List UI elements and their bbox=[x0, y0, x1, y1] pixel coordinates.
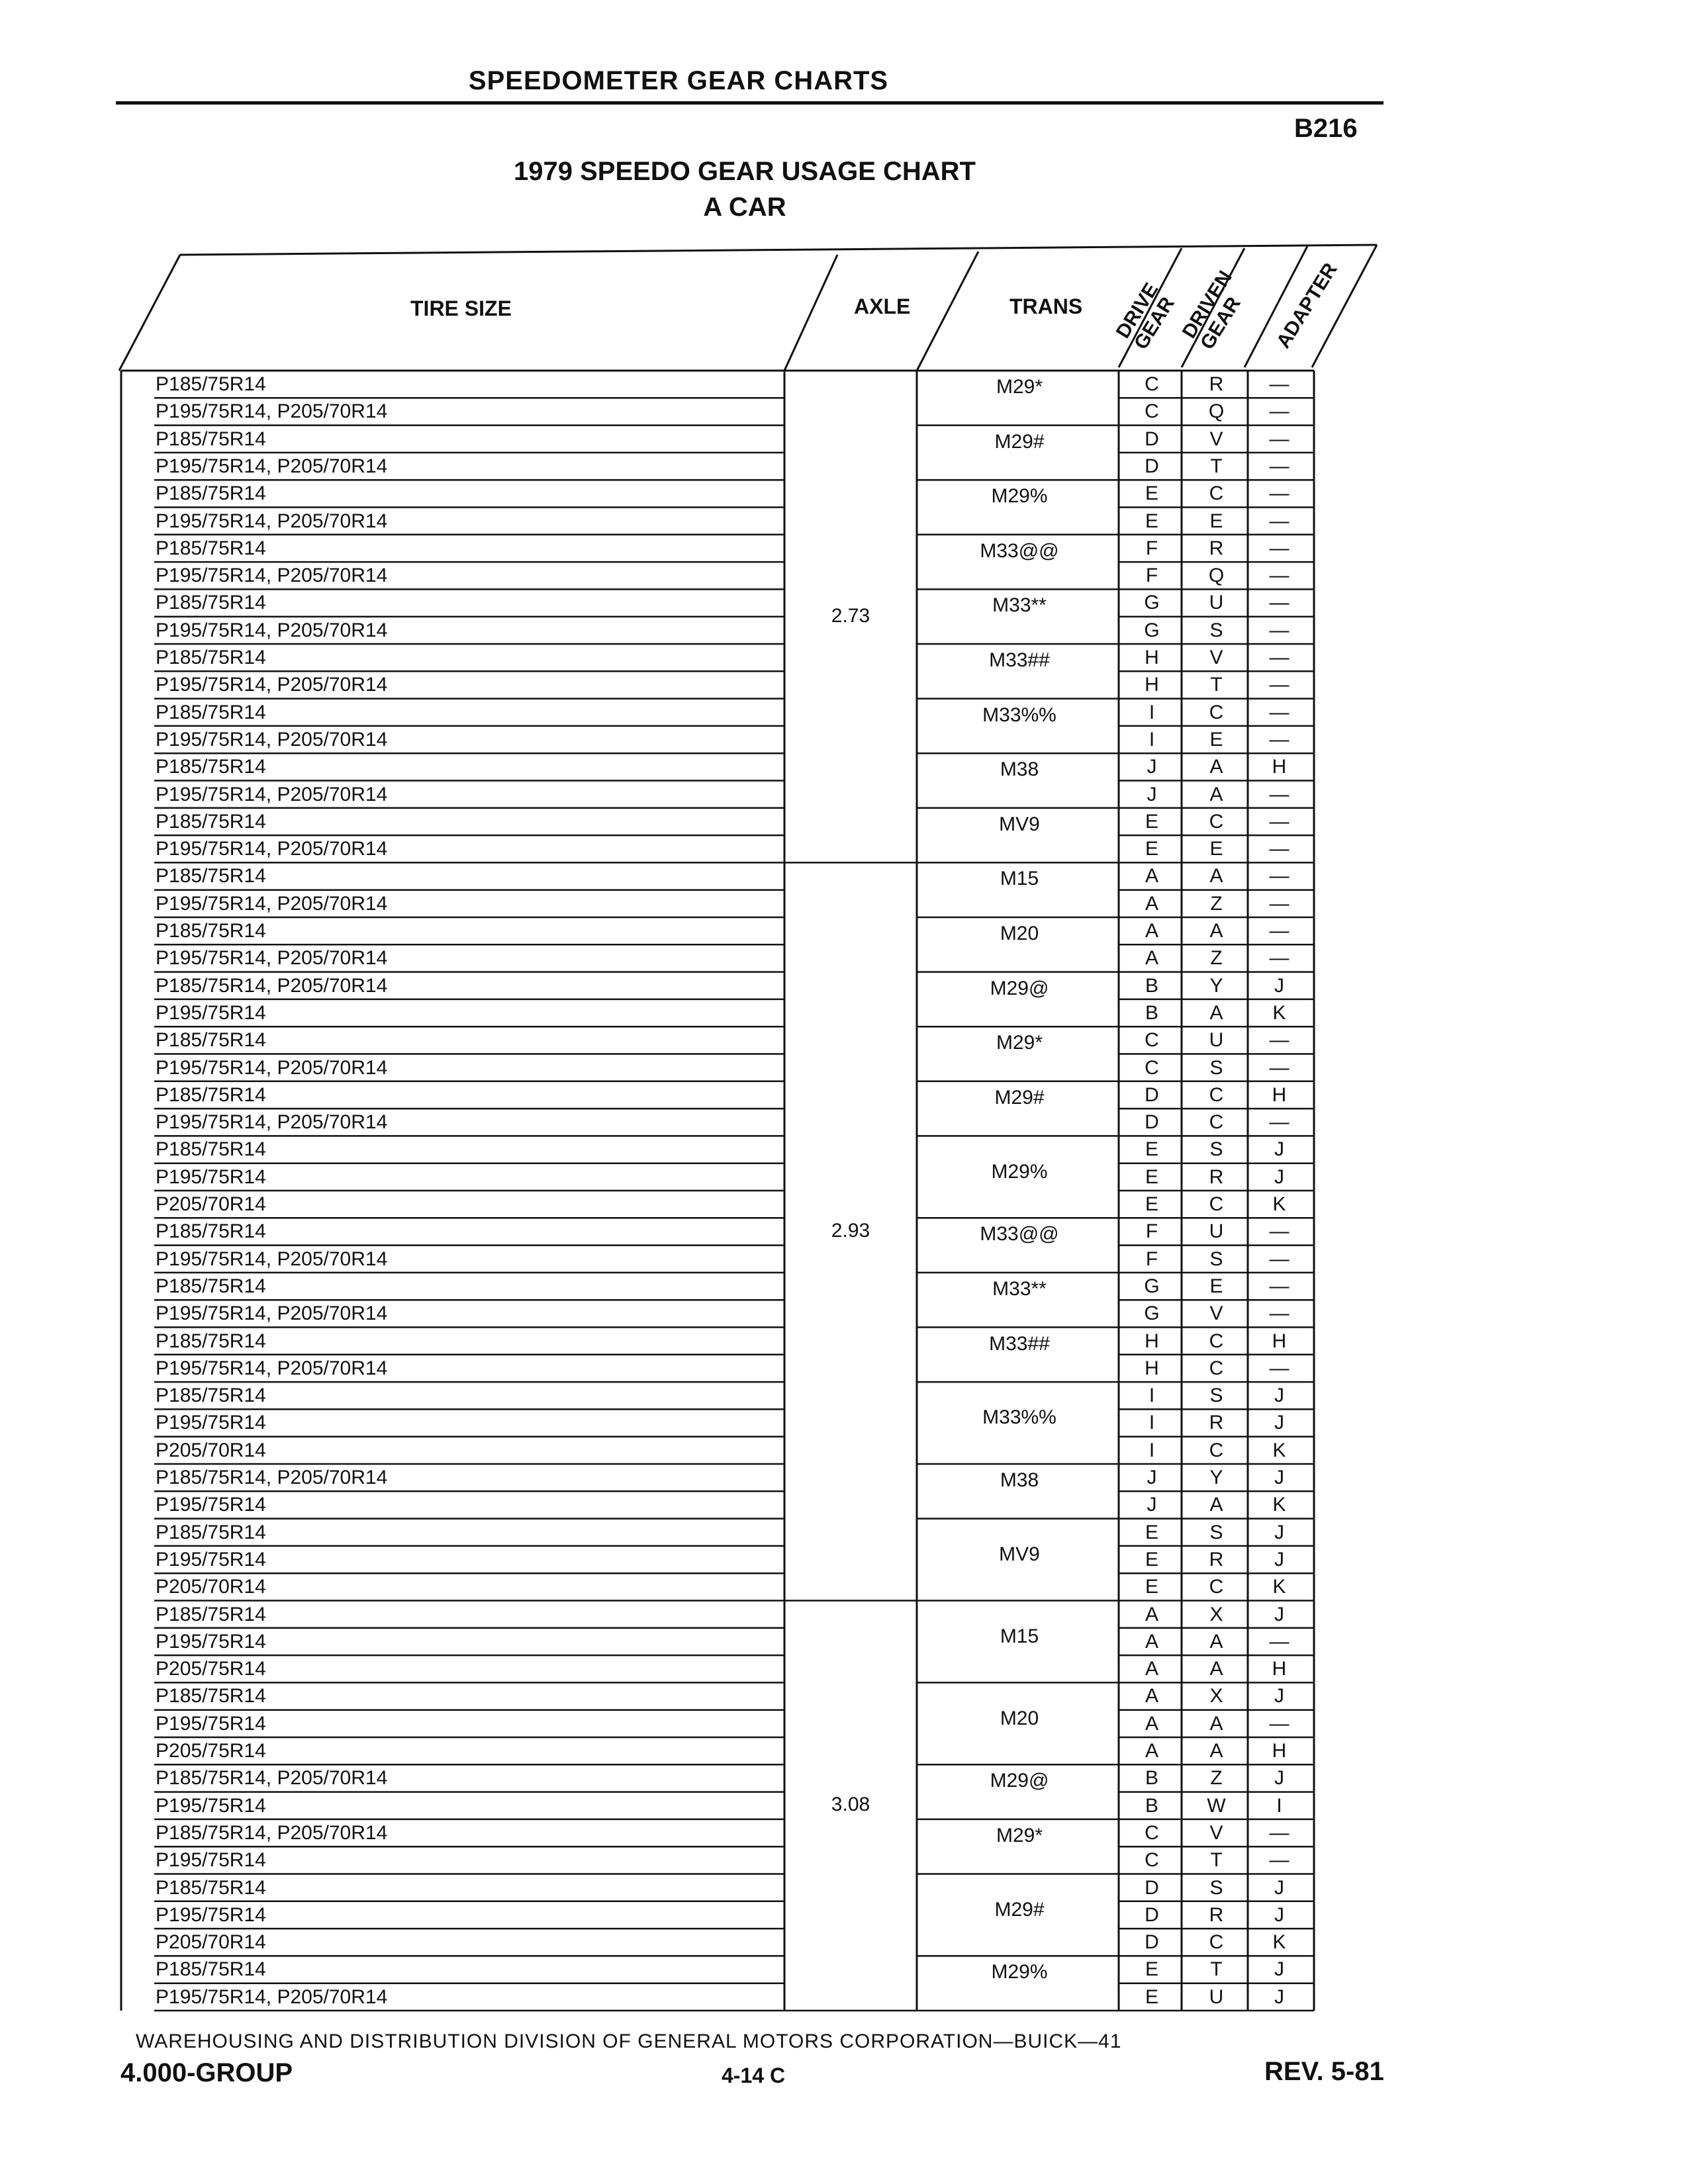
driven-gear-cell: T bbox=[1210, 455, 1223, 477]
trans-cell: M33%% bbox=[982, 1406, 1056, 1429]
driven-gear-cell: A bbox=[1209, 1001, 1223, 1024]
drive-gear-cell: A bbox=[1145, 1658, 1158, 1680]
drive-gear-cell: E bbox=[1145, 1985, 1158, 2008]
adapter-cell: K bbox=[1272, 1193, 1286, 1215]
driven-gear-cell: Z bbox=[1210, 1767, 1223, 1790]
driven-gear-cell: E bbox=[1209, 1275, 1223, 1297]
adapter-cell: J bbox=[1274, 1876, 1284, 1899]
drive-gear-cell: D bbox=[1145, 1876, 1159, 1899]
tire-size-cell: P185/75R14 bbox=[156, 865, 266, 887]
drive-gear-cell: I bbox=[1149, 701, 1155, 723]
axle-ratio-cell: 2.73 bbox=[831, 604, 870, 627]
driven-gear-cell: S bbox=[1209, 619, 1223, 641]
driven-gear-cell: S bbox=[1209, 1248, 1223, 1270]
trans-cell: M38 bbox=[1000, 758, 1039, 781]
adapter-cell: — bbox=[1269, 482, 1289, 505]
driven-gear-cell: Z bbox=[1210, 892, 1223, 915]
tire-size-cell: P195/75R14 bbox=[156, 1494, 266, 1516]
tire-size-cell: P185/75R14 bbox=[156, 920, 266, 942]
adapter-cell: — bbox=[1269, 373, 1289, 395]
tire-size-cell: P195/75R14 bbox=[156, 1849, 266, 1872]
drive-gear-cell: I bbox=[1149, 1385, 1155, 1407]
tire-size-cell: P205/75R14 bbox=[156, 1658, 266, 1680]
tire-size-cell: P195/75R14 bbox=[156, 1712, 266, 1735]
adapter-cell: — bbox=[1269, 892, 1289, 915]
tire-size-cell: P195/75R14, P205/70R14 bbox=[156, 1357, 388, 1379]
drive-gear-cell: G bbox=[1144, 1302, 1160, 1325]
tire-size-cell: P195/75R14, P205/70R14 bbox=[156, 728, 388, 751]
tire-size-cell: P195/75R14, P205/70R14 bbox=[156, 510, 388, 532]
adapter-cell: J bbox=[1274, 1548, 1284, 1570]
tire-size-cell: P185/75R14 bbox=[156, 537, 266, 559]
adapter-cell: J bbox=[1274, 1165, 1284, 1188]
tire-size-cell: P195/75R14, P205/70R14 bbox=[156, 892, 388, 915]
driven-gear-cell: E bbox=[1209, 510, 1223, 532]
adapter-cell: — bbox=[1269, 1275, 1289, 1297]
driven-gear-cell: C bbox=[1209, 701, 1224, 723]
driven-gear-cell: A bbox=[1209, 865, 1223, 887]
adapter-cell: — bbox=[1269, 1056, 1289, 1079]
drive-gear-cell: C bbox=[1145, 400, 1159, 423]
page-code: B216 bbox=[1294, 114, 1358, 143]
driven-gear-cell: R bbox=[1209, 1903, 1224, 1926]
chart-title-line: 1979 SPEEDO GEAR USAGE CHART bbox=[514, 157, 976, 186]
tire-size-cell: P185/75R14 bbox=[156, 1876, 266, 1899]
tire-size-cell: P185/75R14 bbox=[156, 482, 266, 505]
trans-cell: M20 bbox=[1000, 1707, 1039, 1729]
adapter-cell: — bbox=[1269, 565, 1289, 587]
tire-size-cell: P195/75R14, P205/70R14 bbox=[156, 1111, 388, 1134]
adapter-cell: — bbox=[1269, 537, 1289, 559]
drive-gear-cell: C bbox=[1145, 1849, 1159, 1872]
drive-gear-cell: A bbox=[1145, 1685, 1158, 1707]
driven-gear-cell: Z bbox=[1210, 947, 1223, 970]
drive-gear-cell: C bbox=[1145, 1056, 1159, 1079]
tire-size-cell: P195/75R14 bbox=[156, 1412, 266, 1434]
driven-gear-cell: S bbox=[1209, 1876, 1223, 1899]
adapter-cell: J bbox=[1274, 1767, 1284, 1790]
driven-gear-cell: C bbox=[1209, 810, 1224, 833]
driven-gear-cell: V bbox=[1209, 1302, 1223, 1325]
adapter-cell: J bbox=[1274, 1985, 1284, 2008]
drive-gear-cell: G bbox=[1144, 1275, 1160, 1297]
adapter-cell: — bbox=[1269, 865, 1289, 887]
adapter-cell: — bbox=[1269, 1302, 1289, 1325]
tire-size-cell: P185/75R14 bbox=[156, 756, 266, 778]
drive-gear-cell: F bbox=[1145, 1220, 1158, 1243]
tire-size-cell: P185/75R14 bbox=[156, 592, 266, 614]
adapter-cell: H bbox=[1272, 1330, 1287, 1352]
trans-cell: M29@ bbox=[990, 1770, 1049, 1792]
driven-gear-cell: C bbox=[1209, 1576, 1224, 1598]
driven-gear-cell: R bbox=[1209, 373, 1224, 395]
adapter-cell: — bbox=[1269, 1248, 1289, 1270]
trans-cell: M29* bbox=[996, 1032, 1043, 1054]
tire-size-cell: P185/75R14 bbox=[156, 1138, 266, 1161]
tire-size-cell: P195/75R14, P205/70R14 bbox=[156, 1056, 388, 1079]
drive-gear-cell: A bbox=[1145, 947, 1158, 970]
drive-gear-cell: C bbox=[1145, 373, 1159, 395]
revision-label: REV. 5-81 bbox=[1264, 2057, 1384, 2086]
drive-gear-cell: E bbox=[1145, 1165, 1158, 1188]
tire-size-cell: P195/75R14, P205/70R14 bbox=[156, 674, 388, 696]
adapter-cell: — bbox=[1269, 674, 1289, 696]
driven-gear-cell: C bbox=[1209, 1193, 1224, 1215]
driven-gear-cell: A bbox=[1209, 1658, 1223, 1680]
driven-gear-cell: Y bbox=[1209, 974, 1223, 997]
chart-subtitle: A CAR bbox=[703, 193, 786, 222]
adapter-cell: — bbox=[1269, 728, 1289, 751]
trans-cell: M29% bbox=[991, 485, 1048, 508]
drive-gear-cell: I bbox=[1149, 1439, 1155, 1461]
adapter-cell: K bbox=[1272, 1001, 1286, 1024]
adapter-cell: J bbox=[1274, 1903, 1284, 1926]
tire-size-cell: P195/75R14 bbox=[156, 1794, 266, 1817]
trans-cell: M38 bbox=[1000, 1469, 1039, 1491]
tire-size-cell: P195/75R14, P205/70R14 bbox=[156, 1302, 388, 1325]
axle-ratio-cell: 3.08 bbox=[831, 1794, 870, 1816]
driven-gear-cell: C bbox=[1209, 1083, 1224, 1106]
drive-gear-cell: E bbox=[1145, 1138, 1158, 1161]
drive-gear-cell: I bbox=[1149, 1412, 1155, 1434]
trans-cell: MV9 bbox=[999, 1543, 1040, 1565]
footer-division-line: WAREHOUSING AND DISTRIBUTION DIVISION OF GENERAL MOTORS CORPORATION—BUICK—41 bbox=[136, 2030, 1122, 2052]
driven-gear-cell: S bbox=[1209, 1056, 1223, 1079]
adapter-cell: H bbox=[1272, 756, 1287, 778]
adapter-cell: — bbox=[1269, 428, 1289, 450]
trans-cell: M20 bbox=[1000, 923, 1039, 944]
driven-gear-cell: X bbox=[1209, 1685, 1223, 1707]
driven-gear-cell: C bbox=[1209, 1439, 1224, 1461]
adapter-cell: — bbox=[1269, 783, 1289, 805]
drive-gear-cell: H bbox=[1145, 674, 1159, 696]
adapter-cell: — bbox=[1269, 510, 1289, 532]
tire-size-cell: P185/75R14 bbox=[156, 1330, 266, 1352]
driven-gear-cell: X bbox=[1209, 1603, 1223, 1625]
adapter-cell: — bbox=[1269, 619, 1289, 641]
driven-gear-cell: E bbox=[1209, 838, 1223, 860]
tire-size-cell: P185/75R14, P205/70R14 bbox=[156, 1767, 388, 1790]
adapter-cell: H bbox=[1272, 1740, 1287, 1762]
driven-gear-cell: S bbox=[1209, 1385, 1223, 1407]
driven-gear-cell: T bbox=[1210, 1849, 1223, 1872]
driven-gear-cell: R bbox=[1209, 537, 1224, 559]
adapter-cell: K bbox=[1272, 1931, 1286, 1954]
trans-cell: M33@@ bbox=[980, 539, 1059, 562]
drive-gear-cell: G bbox=[1144, 619, 1160, 641]
tire-size-cell: P185/75R14 bbox=[156, 373, 266, 395]
drive-gear-cell: A bbox=[1145, 892, 1158, 915]
driven-gear-column-header: DRIVEN GEAR bbox=[1178, 267, 1245, 353]
drive-gear-cell: C bbox=[1145, 1029, 1159, 1052]
adapter-cell: — bbox=[1269, 1630, 1289, 1653]
adapter-cell: — bbox=[1269, 455, 1289, 477]
tire-size-cell: P195/75R14 bbox=[156, 1001, 266, 1024]
trans-cell: MV9 bbox=[999, 813, 1040, 835]
tire-size-cell: P185/75R14 bbox=[156, 810, 266, 833]
driven-gear-cell: Y bbox=[1209, 1467, 1223, 1488]
driven-gear-cell: U bbox=[1209, 1220, 1224, 1243]
driven-gear-cell: C bbox=[1209, 1357, 1224, 1379]
trans-cell: M33## bbox=[989, 1332, 1050, 1355]
tire-size-cell: P185/75R14 bbox=[156, 701, 266, 723]
tire-size-cell: P205/70R14 bbox=[156, 1931, 266, 1954]
drive-gear-cell: F bbox=[1145, 1248, 1158, 1270]
adapter-cell: J bbox=[1274, 1603, 1284, 1625]
tire-size-cell: P185/75R14 bbox=[156, 1220, 266, 1243]
adapter-cell: — bbox=[1269, 1712, 1289, 1735]
adapter-column-header: ADAPTER bbox=[1272, 259, 1342, 352]
drive-gear-cell: E bbox=[1145, 482, 1158, 505]
drive-gear-cell: B bbox=[1145, 1794, 1158, 1817]
drive-gear-cell: D bbox=[1145, 428, 1159, 450]
drive-gear-column-header: DRIVE GEAR bbox=[1111, 279, 1179, 353]
drive-gear-cell: H bbox=[1145, 647, 1159, 668]
driven-gear-cell: V bbox=[1209, 647, 1223, 668]
trans-cell: M33** bbox=[992, 1277, 1047, 1300]
drive-gear-cell: A bbox=[1145, 1740, 1158, 1762]
drive-gear-cell: H bbox=[1145, 1330, 1159, 1352]
drive-gear-cell: E bbox=[1145, 810, 1158, 833]
tire-size-cell: P185/75R14 bbox=[156, 1958, 266, 1981]
trans-cell: M29@ bbox=[990, 977, 1049, 999]
adapter-cell: K bbox=[1272, 1576, 1286, 1598]
drive-gear-cell: H bbox=[1145, 1357, 1159, 1379]
adapter-cell: J bbox=[1274, 974, 1284, 997]
driven-gear-cell: R bbox=[1209, 1412, 1224, 1434]
drive-gear-cell: E bbox=[1145, 1193, 1158, 1215]
drive-gear-cell: J bbox=[1147, 1467, 1157, 1488]
tire-size-cell: P195/75R14, P205/70R14 bbox=[156, 947, 388, 970]
trans-cell: M29% bbox=[991, 1961, 1048, 1983]
tire-size-cell: P185/75R14 bbox=[156, 1521, 266, 1543]
adapter-cell: — bbox=[1269, 920, 1289, 942]
tire-size-cell: P195/75R14, P205/70R14 bbox=[156, 400, 388, 423]
tire-size-cell: P185/75R14 bbox=[156, 1029, 266, 1052]
adapter-cell: K bbox=[1272, 1439, 1286, 1461]
drive-gear-cell: E bbox=[1145, 1521, 1158, 1543]
adapter-cell: — bbox=[1269, 1029, 1289, 1052]
adapter-cell: — bbox=[1269, 400, 1289, 423]
driven-gear-cell: A bbox=[1209, 920, 1223, 942]
tire-size-cell: P195/75R14 bbox=[156, 1165, 266, 1188]
driven-gear-cell: A bbox=[1209, 1630, 1223, 1653]
drive-gear-cell: B bbox=[1145, 1767, 1158, 1790]
drive-gear-cell: C bbox=[1145, 1821, 1159, 1844]
axle-column-header: AXLE bbox=[854, 295, 911, 318]
trans-cell: M33%% bbox=[982, 704, 1056, 726]
group-label: 4.000-GROUP bbox=[120, 2058, 293, 2087]
driven-gear-cell: A bbox=[1209, 1494, 1223, 1516]
page-number: 4-14 C bbox=[722, 2064, 786, 2087]
tire-size-cell: P195/75R14, P205/70R14 bbox=[156, 565, 388, 587]
driven-gear-cell: Q bbox=[1208, 565, 1225, 587]
drive-gear-cell: D bbox=[1145, 1083, 1159, 1106]
tire-size-cell: P195/75R14, P205/70R14 bbox=[156, 455, 388, 477]
tire-size-cell: P185/75R14 bbox=[156, 428, 266, 450]
tire-size-cell: P195/75R14 bbox=[156, 1903, 266, 1926]
tire-size-cell: P185/75R14 bbox=[156, 1083, 266, 1106]
tire-size-cell: P195/75R14, P205/70R14 bbox=[156, 619, 388, 641]
driven-gear-cell: A bbox=[1209, 756, 1223, 778]
drive-gear-cell: E bbox=[1145, 510, 1158, 532]
driven-gear-cell: T bbox=[1210, 674, 1223, 696]
driven-gear-cell: R bbox=[1209, 1165, 1224, 1188]
trans-column-header: TRANS bbox=[1009, 295, 1083, 318]
adapter-cell: — bbox=[1269, 810, 1289, 833]
tire-size-cell: P185/75R14 bbox=[156, 1385, 266, 1407]
adapter-cell: — bbox=[1269, 1357, 1289, 1379]
adapter-cell: — bbox=[1269, 1849, 1289, 1872]
drive-gear-cell: F bbox=[1145, 565, 1158, 587]
tire-size-cell: P205/75R14 bbox=[156, 1740, 266, 1762]
tire-size-cell: P195/75R14 bbox=[156, 1548, 266, 1570]
drive-gear-cell: E bbox=[1145, 838, 1158, 860]
section-title: SPEEDOMETER GEAR CHARTS bbox=[468, 66, 889, 95]
drive-gear-cell: A bbox=[1145, 920, 1158, 942]
tire-size-cell: P195/75R14, P205/70R14 bbox=[156, 783, 388, 805]
driven-gear-cell: A bbox=[1209, 1712, 1223, 1735]
drive-gear-cell: D bbox=[1145, 455, 1159, 477]
adapter-cell: I bbox=[1276, 1794, 1282, 1817]
adapter-cell: — bbox=[1269, 701, 1289, 723]
adapter-cell: — bbox=[1269, 592, 1289, 614]
adapter-cell: J bbox=[1274, 1138, 1284, 1161]
drive-gear-cell: D bbox=[1145, 1903, 1159, 1926]
trans-cell: M29# bbox=[994, 1898, 1045, 1921]
adapter-cell: K bbox=[1272, 1494, 1286, 1516]
tire-size-cell: P195/75R14, P205/70R14 bbox=[156, 838, 388, 860]
driven-gear-cell: R bbox=[1209, 1548, 1224, 1570]
adapter-cell: J bbox=[1274, 1958, 1284, 1981]
driven-gear-cell: C bbox=[1209, 1931, 1224, 1954]
trans-cell: M15 bbox=[1000, 1625, 1039, 1647]
driven-gear-cell: A bbox=[1209, 1740, 1223, 1762]
driven-gear-cell: U bbox=[1209, 1029, 1224, 1052]
driven-gear-cell: T bbox=[1210, 1958, 1223, 1981]
trans-cell: M29# bbox=[994, 1086, 1045, 1109]
drive-gear-cell: D bbox=[1145, 1931, 1159, 1954]
drive-gear-cell: D bbox=[1145, 1111, 1159, 1134]
drive-gear-cell: A bbox=[1145, 1712, 1158, 1735]
drive-gear-cell: E bbox=[1145, 1548, 1158, 1570]
drive-gear-cell: B bbox=[1145, 1001, 1158, 1024]
tire-size-column-header: TIRE SIZE bbox=[410, 296, 512, 320]
adapter-cell: — bbox=[1269, 947, 1289, 970]
tire-size-cell: P185/75R14 bbox=[156, 1275, 266, 1297]
trans-cell: M33@@ bbox=[980, 1223, 1059, 1246]
drive-gear-cell: B bbox=[1145, 974, 1158, 997]
tire-size-cell: P185/75R14, P205/70R14 bbox=[156, 974, 388, 997]
driven-gear-cell: A bbox=[1209, 783, 1223, 805]
drive-gear-cell: A bbox=[1145, 1630, 1158, 1653]
drive-gear-cell: E bbox=[1145, 1576, 1158, 1598]
drive-gear-cell: E bbox=[1145, 1958, 1158, 1981]
driven-gear-cell: V bbox=[1209, 428, 1223, 450]
tire-size-cell: P205/70R14 bbox=[156, 1576, 266, 1598]
driven-gear-cell: Q bbox=[1208, 400, 1225, 423]
trans-cell: M33## bbox=[989, 649, 1050, 671]
adapter-cell: — bbox=[1269, 1220, 1289, 1243]
tire-size-cell: P185/75R14 bbox=[156, 647, 266, 668]
trans-cell: M15 bbox=[1000, 868, 1039, 890]
adapter-cell: — bbox=[1269, 647, 1289, 668]
axle-ratio-cell: 2.93 bbox=[831, 1219, 870, 1242]
driven-gear-cell: U bbox=[1209, 592, 1224, 614]
tire-size-cell: P195/75R14, P205/70R14 bbox=[156, 1248, 388, 1270]
tire-size-cell: P195/75R14 bbox=[156, 1630, 266, 1653]
driven-gear-cell: U bbox=[1209, 1985, 1224, 2008]
adapter-cell: — bbox=[1269, 1111, 1289, 1134]
tire-size-cell: P185/75R14 bbox=[156, 1685, 266, 1707]
adapter-cell: J bbox=[1274, 1412, 1284, 1434]
drive-gear-cell: J bbox=[1147, 756, 1157, 778]
driven-gear-cell: C bbox=[1209, 1111, 1224, 1134]
driven-gear-cell: S bbox=[1209, 1521, 1223, 1543]
adapter-cell: J bbox=[1274, 1685, 1284, 1707]
adapter-cell: H bbox=[1272, 1658, 1287, 1680]
drive-gear-cell: F bbox=[1145, 537, 1158, 559]
adapter-cell: H bbox=[1272, 1083, 1287, 1106]
driven-gear-cell: S bbox=[1209, 1138, 1223, 1161]
drive-gear-cell: I bbox=[1149, 728, 1155, 751]
drive-gear-cell: G bbox=[1144, 592, 1160, 614]
tire-size-cell: P205/70R14 bbox=[156, 1439, 266, 1461]
drive-gear-cell: J bbox=[1147, 783, 1157, 805]
driven-gear-cell: E bbox=[1209, 728, 1223, 751]
drive-gear-cell: A bbox=[1145, 865, 1158, 887]
driven-gear-cell: W bbox=[1207, 1794, 1226, 1817]
trans-cell: M33** bbox=[992, 594, 1047, 617]
driven-gear-cell: C bbox=[1209, 1330, 1224, 1352]
driven-gear-cell: C bbox=[1209, 482, 1224, 505]
drive-gear-cell: J bbox=[1147, 1494, 1157, 1516]
adapter-cell: J bbox=[1274, 1521, 1284, 1543]
trans-cell: M29% bbox=[991, 1160, 1048, 1183]
tire-size-cell: P185/75R14, P205/70R14 bbox=[156, 1821, 388, 1844]
trans-cell: M29* bbox=[996, 376, 1043, 398]
adapter-cell: J bbox=[1274, 1467, 1284, 1488]
driven-gear-cell: V bbox=[1209, 1821, 1223, 1844]
trans-cell: M29* bbox=[996, 1824, 1043, 1846]
trans-cell: M29# bbox=[994, 430, 1045, 453]
tire-size-cell: P195/75R14, P205/70R14 bbox=[156, 1985, 388, 2008]
adapter-cell: — bbox=[1269, 1821, 1289, 1844]
tire-size-cell: P185/75R14, P205/70R14 bbox=[156, 1467, 388, 1488]
tire-size-cell: P205/70R14 bbox=[156, 1193, 266, 1215]
drive-gear-cell: A bbox=[1145, 1603, 1158, 1625]
tire-size-cell: P185/75R14 bbox=[156, 1603, 266, 1625]
adapter-cell: — bbox=[1269, 838, 1289, 860]
adapter-cell: J bbox=[1274, 1385, 1284, 1407]
